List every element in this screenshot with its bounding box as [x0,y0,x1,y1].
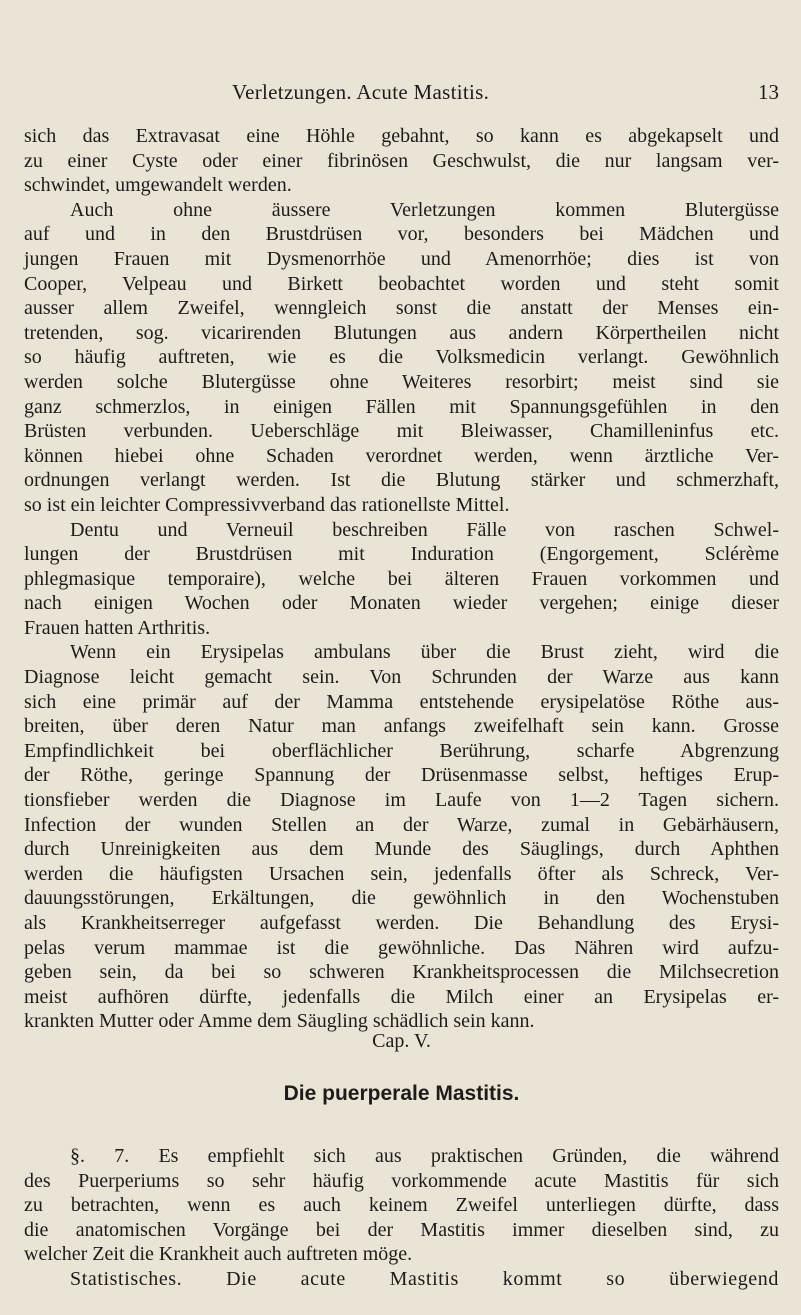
text-line: phlegmasique temporaire), welche bei älteren Frauen vorkommen und [24,567,779,590]
text-line: Wenn ein Erysipelas ambulans über die Brust zieht, wird die [70,641,779,664]
text-line: ganz schmerzlos, in einigen Fällen mit Spannungsgefühlen in den [24,395,779,418]
text-line: Auch ohne äussere Verletzungen kommen Blutergüsse [70,198,779,221]
text-line: ordnungen verlangt werden. Ist die Blutung stärker und schmerzhaft, [24,469,779,492]
text-line: §. 7. Es empfiehlt sich aus praktischen Gründen, die während [70,1145,779,1167]
text-line: tionsfieber werden die Diagnose im Laufe von 1—2 Tagen sichern. [24,789,779,812]
page-number: 13 [758,80,779,104]
text-line: nach einigen Wochen oder Monaten wieder vergehen; einige dieser [24,592,779,615]
text-line: sich eine primär auf der Mamma entstehende erysipelatöse Röthe aus- [24,690,779,713]
running-title: Verletzungen. Acute Mastitis. [232,80,490,104]
text-line: krankten Mutter oder Amme dem Säugling schädlich sein kann. [24,1010,535,1033]
text-line: werden solche Blutergüsse ohne Weiteres resorbirt; meist sind sie [24,370,779,393]
text-line: jungen Frauen mit Dysmenorrhöe und Amenorrhöe; dies ist von [24,247,779,270]
page-header [0,80,801,110]
text-line: Dentu und Verneuil beschreiben Fälle von raschen Schwel- [70,518,779,541]
text-line: so ist ein leichter Compressivverband das rationellste Mittel. [24,493,510,516]
text-line: zu einer Cyste oder einer fibrinösen Geschwulst, die nur langsam ver- [24,149,779,172]
text-line: werden die häufigsten Ursachen sein, jedenfalls öfter als Schreck, Ver- [24,862,779,885]
text-line: Frauen hatten Arthritis. [24,616,211,639]
text-line: meist aufhören dürfte, jedenfalls die Milch einer an Erysipelas er- [24,985,779,1008]
text-line: auf und in den Brustdrüsen vor, besonders bei Mädchen und [24,223,779,246]
text-line: Brüsten verbunden. Ueberschläge mit Bleiwasser, Chamilleninfus etc. [24,420,779,443]
chapter-heading [24,1030,779,1106]
text-line: Empfindlichkeit bei oberflächlicher Berührung, scharfe Abgrenzung [24,739,779,762]
text-line: so häufig auftreten, wie es die Volksmedicin verlangt. Gewöhnlich [24,346,779,369]
text-line: schwindet, umgewandelt werden. [24,174,292,197]
text-line: geben sein, da bei so schweren Krankheitsprocessen die Milchsecretion [24,961,779,984]
text-line: der Röthe, geringe Spannung der Drüsenmasse selbst, heftiges Erup- [24,764,779,787]
text-line: durch Unreinigkeiten aus dem Munde des Säuglings, durch Aphthen [24,838,779,861]
main-text [24,124,779,1034]
text-line: pelas verum mammae ist die gewöhnliche. Das Nähren wird aufzu- [24,936,779,959]
text-line: dauungsstörungen, Erkältungen, die gewöhnlich in den Wochenstuben [24,887,779,910]
text-line: tretenden, sog. vicarirenden Blutungen aus andern Körpertheilen nicht [24,321,779,344]
text-line: ausser allem Zweifel, wenngleich sonst die anstatt der Menses ein- [24,297,779,320]
text-line: die anatomischen Vorgänge bei der Mastitis immer dieselben sind, zu [24,1218,779,1241]
text-line: zu betrachten, wenn es auch keinem Zweifel unterliegen dürfte, dass [24,1194,779,1217]
text-line: Infection der wunden Stellen an der Warze, zumal in Gebärhäusern, [24,813,779,836]
text-line: welcher Zeit die Krankheit auch auftreten möge. [24,1243,413,1266]
text-line: Diagnose leicht gemacht sein. Von Schrunden der Warze aus kann [24,666,779,689]
section-text [24,1144,779,1292]
chapter-title: Die puerperale Mastitis. [283,1082,520,1105]
text-line: sich das Extravasat eine Höhle gebahnt, so kann es abgekapselt und [24,125,779,147]
text-line: können hiebei ohne Schaden verordnet werden, wenn ärztliche Ver- [24,444,779,467]
text-line: lungen der Brustdrüsen mit Induration (Engorgement, Sclérème [24,543,779,566]
text-line: Statistisches. Die acute Mastitis kommt so überwiegend [70,1267,779,1290]
text-line: des Puerperiums so sehr häufig vorkommende acute Mastitis für sich [24,1169,779,1192]
chapter-label: Cap. V. [372,1030,431,1052]
text-line: als Krankheitserreger aufgefasst werden. Die Behandlung des Erysi- [24,912,779,934]
text-line: Cooper, Velpeau und Birkett beobachtet worden und steht somit [24,272,779,295]
text-line: breiten, über deren Natur man anfangs zweifelhaft sein kann. Grosse [24,715,779,738]
